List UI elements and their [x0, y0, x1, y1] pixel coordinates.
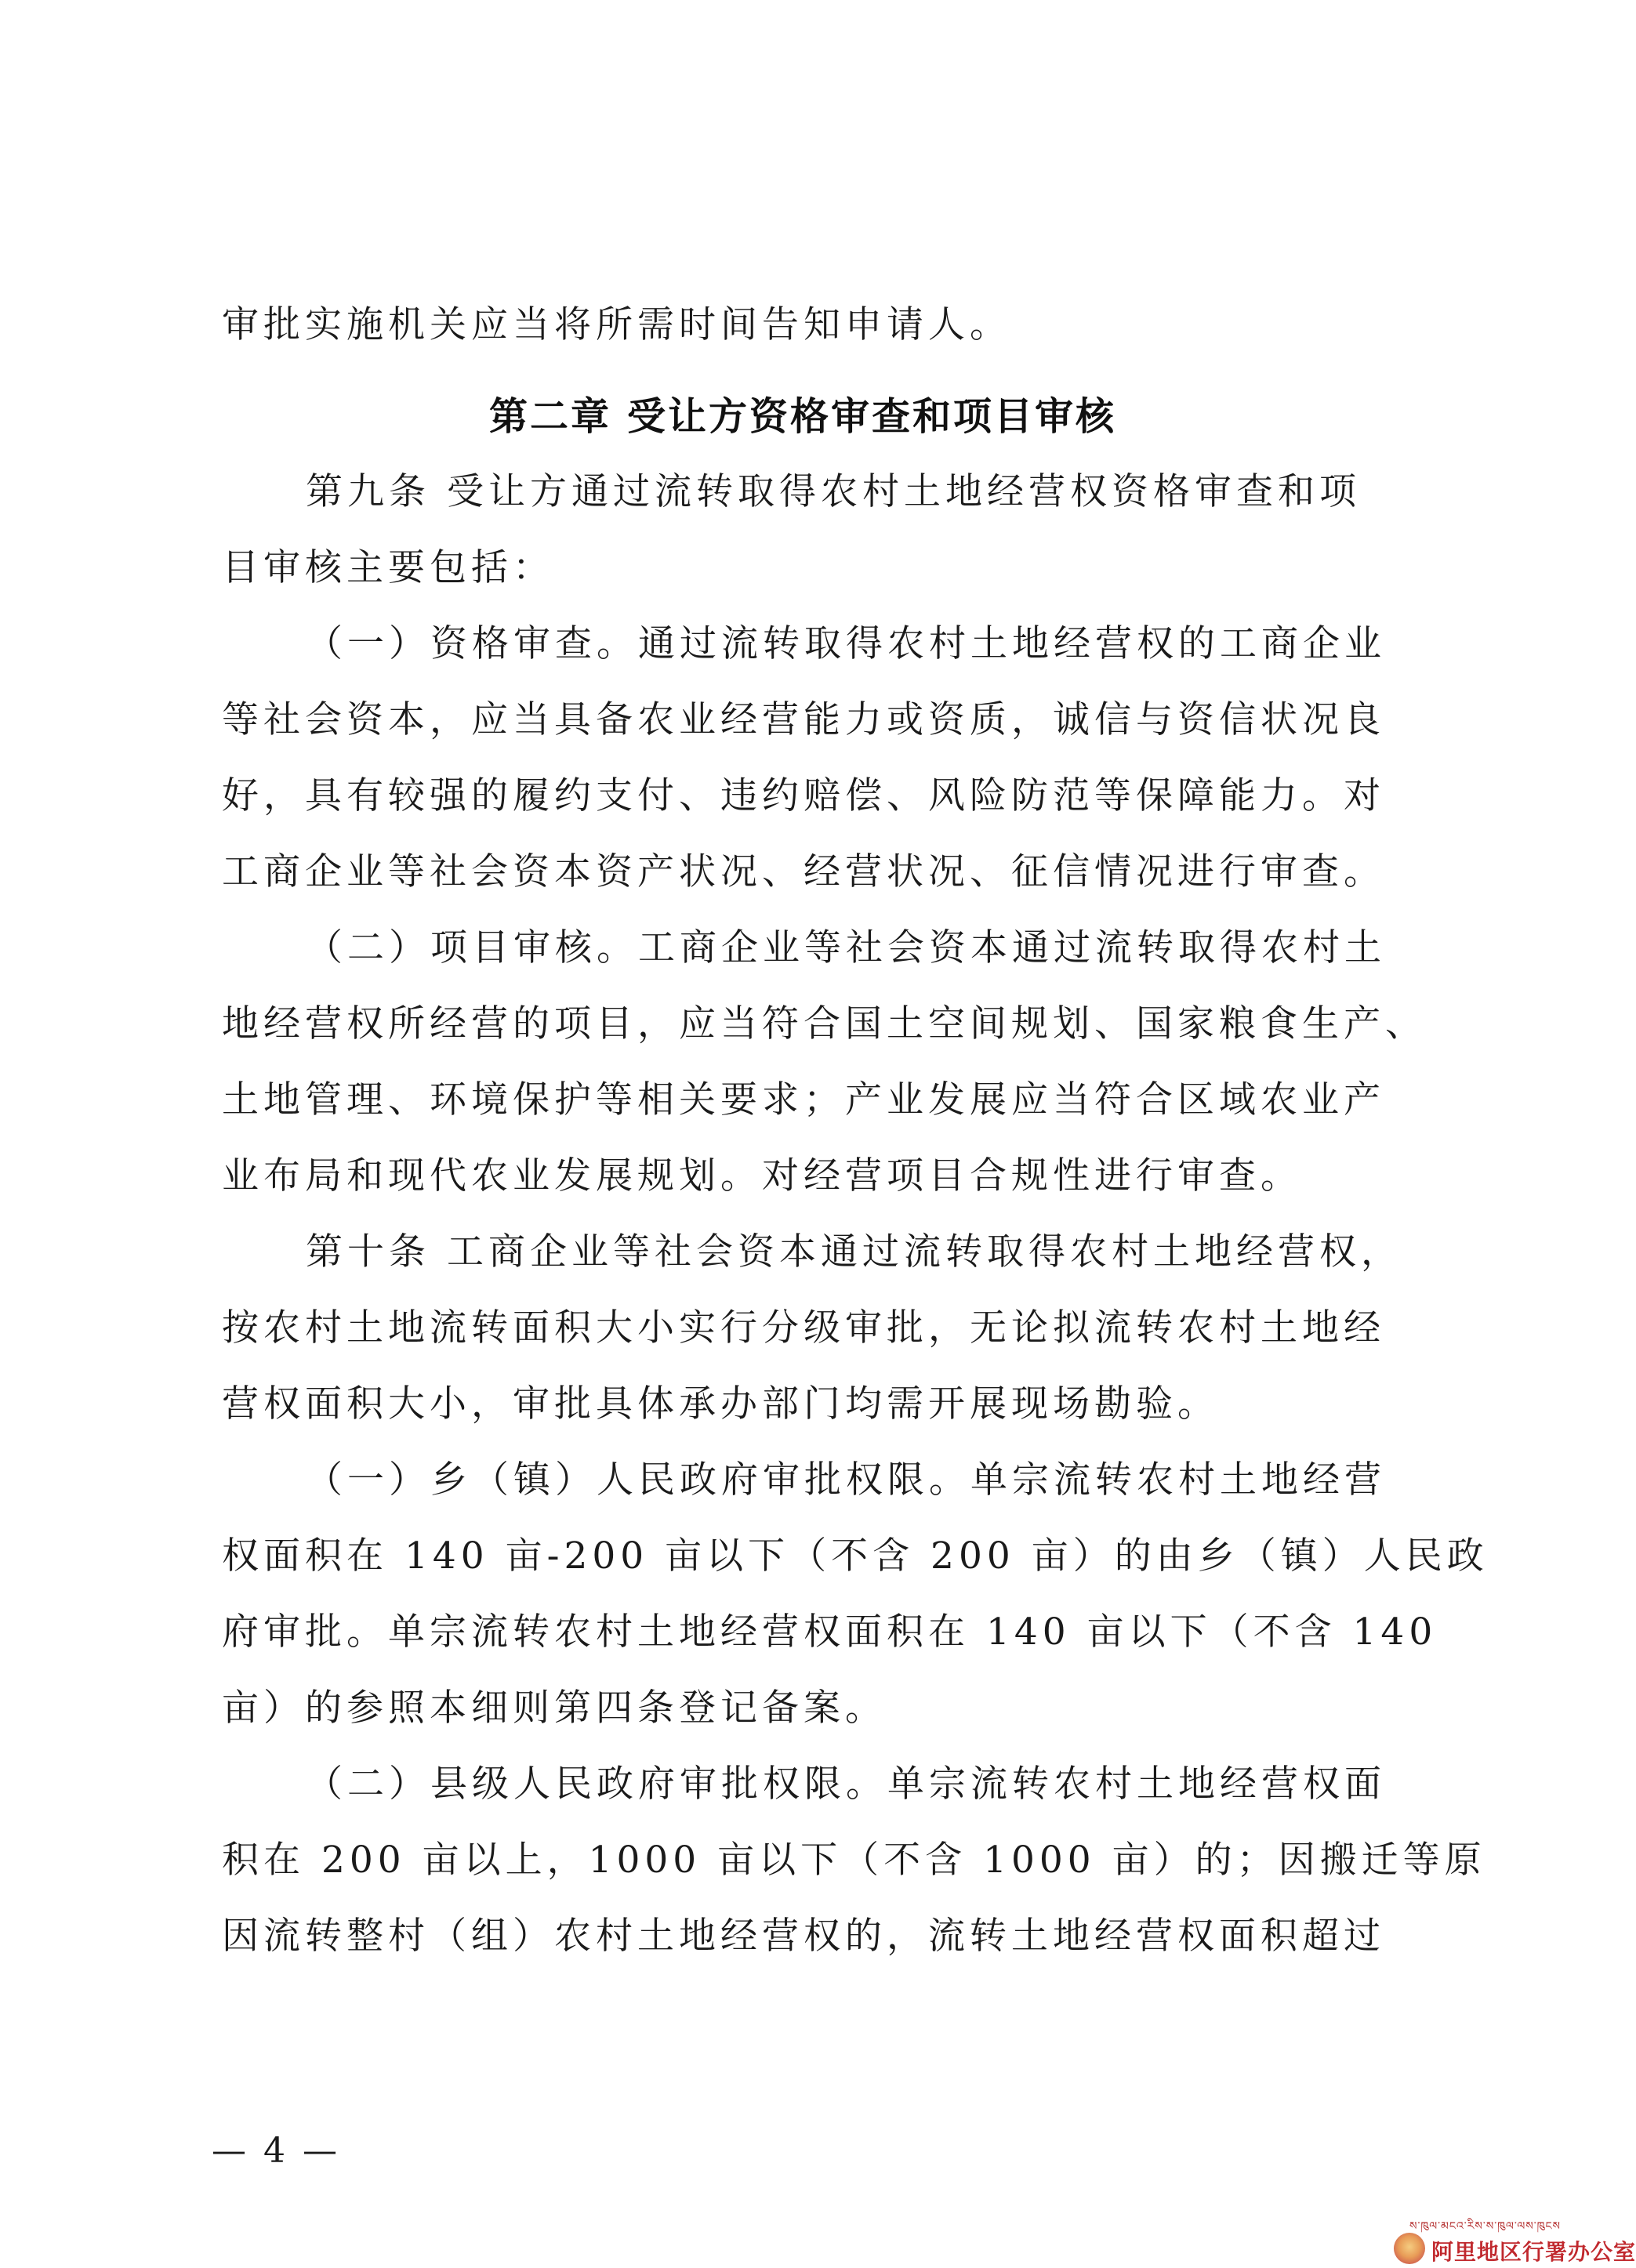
body-line: 土地管理、环境保护等相关要求；产业发展应当符合区域农业产 — [222, 1078, 1385, 1121]
article-9-line: 第九条 受让方通过流转取得农村土地经营权资格审查和项 — [306, 470, 1361, 513]
body-line: 积在 200 亩以上，1000 亩以下（不含 1000 亩）的；因搬迁等原 — [222, 1839, 1486, 1882]
body-line: 业布局和现代农业发展规划。对经营项目合规性进行审查。 — [222, 1154, 1302, 1197]
body-line: 目审核主要包括： — [222, 546, 554, 589]
article-10-line: 第十条 工商企业等社会资本通过流转取得农村土地经营权， — [306, 1230, 1402, 1273]
body-line: 因流转整村（组）农村土地经营权的，流转土地经营权面积超过 — [222, 1915, 1385, 1958]
stamp-org-name: 阿里地区行署办公室 — [1431, 2239, 1636, 2265]
body-line: 工商企业等社会资本资产状况、经营状况、征信情况进行审查。 — [222, 850, 1385, 893]
chapter-heading: 第二章 受让方资格审查和项目审核 — [488, 394, 1117, 439]
clause-line: （二）项目审核。工商企业等社会资本通过流转取得农村土 — [306, 926, 1386, 969]
body-line: 好，具有较强的履约支付、违约赔偿、风险防范等保障能力。对 — [222, 774, 1385, 817]
body-line: 按农村土地流转面积大小实行分级审批，无论拟流转农村土地经 — [222, 1306, 1385, 1350]
body-line: 审批实施机关应当将所需时间告知申请人。 — [222, 303, 1011, 346]
clause-line: （一）资格审查。通过流转取得农村土地经营权的工商企业 — [306, 622, 1386, 665]
stamp-script-text: ས་ཁུལ་མངའ་རིས་ས་ཁུལ་ལས་ཁུངས — [1409, 2220, 1561, 2233]
clause-line: （一）乡（镇）人民政府审批权限。单宗流转农村土地经营 — [306, 1458, 1386, 1502]
body-line: 府审批。单宗流转农村土地经营权面积在 140 亩以下（不含 140 — [222, 1610, 1438, 1654]
body-line: 营权面积大小，审批具体承办部门均需开展现场勘验。 — [222, 1382, 1219, 1426]
body-line: 权面积在 140 亩-200 亩以下（不含 200 亩）的由乡（镇）人民政 — [222, 1534, 1489, 1578]
page-number: — 4 — — [212, 2131, 340, 2171]
emblem-icon — [1394, 2233, 1425, 2264]
office-stamp — [1370, 2205, 1636, 2268]
clause-line: （二）县级人民政府审批权限。单宗流转农村土地经营权面 — [306, 1763, 1386, 1806]
body-line: 等社会资本，应当具备农业经营能力或资质，诚信与资信状况良 — [222, 698, 1385, 741]
body-line: 地经营权所经营的项目，应当符合国土空间规划、国家粮食生产、 — [222, 1002, 1427, 1045]
body-line: 亩）的参照本细则第四条登记备案。 — [222, 1687, 887, 1730]
